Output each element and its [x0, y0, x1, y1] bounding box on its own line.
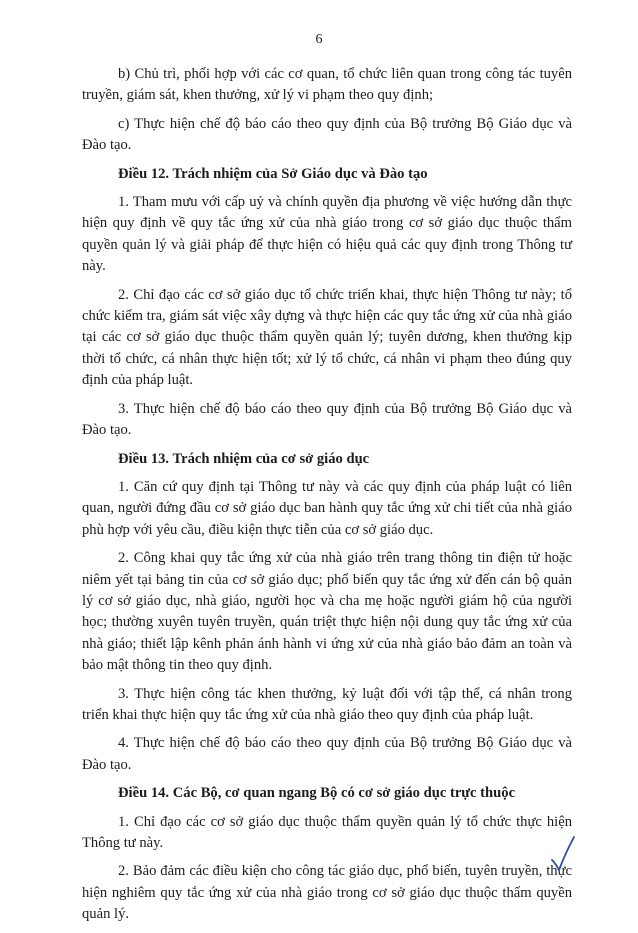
paragraph: 3. Thực hiện công tác khen thưởng, kỷ luật đối với tập thể, cá nhân trong triển khai thực hiện quy tắc ứng xử của nhà giáo theo quy định của pháp luật.: [82, 685, 572, 723]
article-heading: Điều 13. Trách nhiệm của cơ sở giáo dục: [118, 450, 370, 467]
initial-check-mark-icon: [550, 834, 576, 874]
article-heading: Điều 12. Trách nhiệm của Sở Giáo dục và Đào tạo: [118, 165, 428, 182]
paragraph: 1. Căn cứ quy định tại Thông tư này và các quy định của pháp luật có liên quan, người đứng đầu cơ sở giáo dục ban hành quy tắc ứng xử chi tiết của nhà giáo phù hợp với yêu cầu, điều kiện thực tiễn của cơ sở giáo dục.: [82, 478, 572, 538]
paragraph: 1. Tham mưu với cấp uỷ và chính quyền địa phương về việc hướng dẫn thực hiện quy định về quy tắc ứng xử của nhà giáo trong cơ sở giáo dục thuộc thẩm quyền quản lý và giải pháp để thực hiện có hiệu quả các quy định trong Thông tư này.: [82, 194, 572, 275]
paragraph: c) Thực hiện chế độ báo cáo theo quy định của Bộ trưởng Bộ Giáo dục và Đào tạo.: [82, 115, 572, 154]
paragraph: 3. Thực hiện chế độ báo cáo theo quy định của Bộ trưởng Bộ Giáo dục và Đào tạo.: [82, 400, 572, 439]
paragraph: 1. Chỉ đạo các cơ sở giáo dục thuộc thẩm quyền quản lý tổ chức thực hiện Thông tư này.: [82, 813, 572, 851]
paragraph: 2. Công khai quy tắc ứng xử của nhà giáo trên trang thông tin điện tử hoặc niêm yết tại bảng tin của cơ sở giáo dục; phổ biến quy tắc ứng xử đến cán bộ quản lý cơ sở giáo dục, nhà giáo, người học và cha mẹ hoặc người giám hộ của người học; thường xuyên tuyên truyền, quán triệt thực hiện nội dung quy tắc ứng xử của nhà giáo; thiết lập kênh phản ánh hành vi ứng xử của nhà giáo bảo đảm an toàn và bảo mật thông tin theo quy định.: [82, 550, 572, 674]
article-heading: Điều 14. Các Bộ, cơ quan ngang Bộ có cơ sở giáo dục trực thuộc: [118, 785, 516, 802]
document-body: [82, 64, 572, 933]
paragraph: b) Chủ trì, phối hợp với các cơ quan, tổ chức liên quan trong công tác tuyên truyền, giám sát, khen thưởng, xử lý vi phạm theo quy định;: [82, 66, 572, 104]
paragraph: 2. Chỉ đạo các cơ sở giáo dục tổ chức triển khai, thực hiện Thông tư này; tổ chức kiểm tra, giám sát việc xây dựng và thực hiện các quy tắc ứng xử của nhà giáo tại các cơ sở giáo dục thuộc thẩm quyền quản lý; tuyên dương, khen thưởng kịp thời tổ chức, cá nhân thực hiện tốt; xử lý tổ chức, cá nhân vi phạm theo đúng quy định của pháp luật.: [82, 286, 572, 389]
page-number: 6: [315, 32, 323, 47]
paragraph: 4. Thực hiện chế độ báo cáo theo quy định của Bộ trưởng Bộ Giáo dục và Đào tạo.: [82, 735, 572, 773]
paragraph: 2. Bảo đảm các điều kiện cho công tác giáo dục, phổ biến, tuyên truyền, thực hiện nghiêm quy tắc ứng xử của nhà giáo trong cơ sở giáo dục thuộc thẩm quyền quản lý.: [82, 863, 572, 923]
